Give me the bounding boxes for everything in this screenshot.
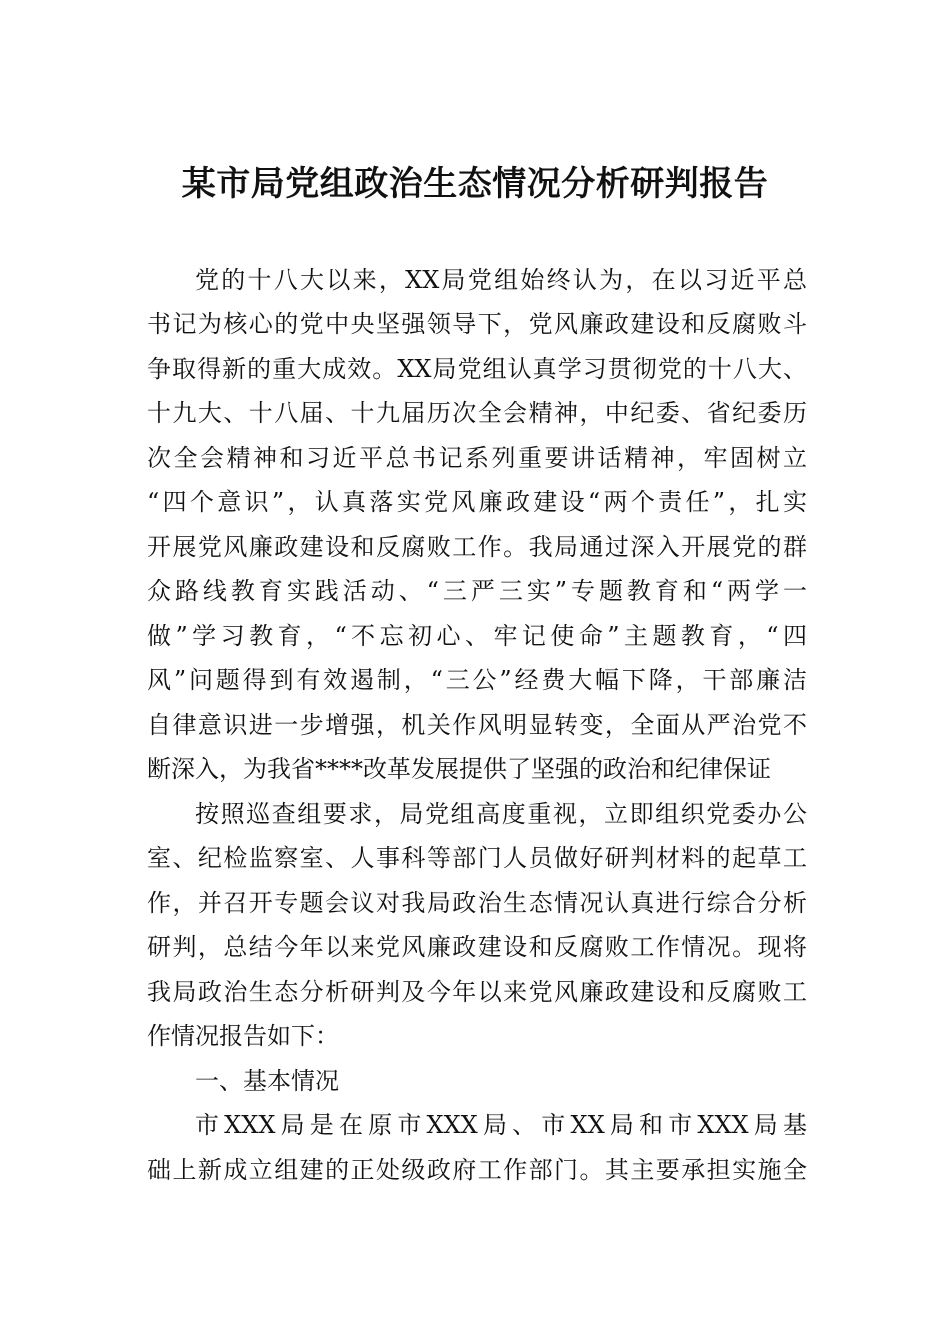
section-heading: 一、基本情况 xyxy=(195,1067,339,1095)
text-line: 我局政治生态分析研判及今年以来党风廉政建设和反腐败工 xyxy=(147,978,807,1006)
text-line: 研判，总结今年以来党风廉政建设和反腐败工作情况。现将 xyxy=(147,933,807,961)
text-line: 书记为核心的党中央坚强领导下，党风廉政建设和反腐败斗 xyxy=(147,310,807,338)
text-line: 自律意识进一步增强，机关作风明显转变，全面从严治党不 xyxy=(147,711,807,739)
text-line: 争取得新的重大成效。XX局党组认真学习贯彻党的十八大、 xyxy=(147,355,807,383)
text-line: 室、纪检监察室、人事科等部门人员做好研判材料的起草工 xyxy=(147,844,807,872)
text-line: “四个意识”，认真落实党风廉政建设“两个责任”，扎实 xyxy=(147,488,807,516)
text-line: 断深入，为我省****改革发展提供了坚强的政治和纪律保证 xyxy=(147,755,771,783)
text-line: 按照巡查组要求，局党组高度重视，立即组织党委办公 xyxy=(195,800,807,828)
text-line: 作，并召开专题会议对我局政治生态情况认真进行综合分析 xyxy=(147,889,807,917)
text-line: 作情况报告如下： xyxy=(147,1022,339,1050)
text-line: 十九大、十八届、十九届历次全会精神，中纪委、省纪委历 xyxy=(147,399,807,427)
text-line: 次全会精神和习近平总书记系列重要讲话精神，牢固树立 xyxy=(147,444,807,472)
text-line: 础上新成立组建的正处级政府工作部门。其主要承担实施全 xyxy=(147,1156,807,1184)
text-line: 众路线教育实践活动、“三严三实”专题教育和“两学一 xyxy=(147,577,807,605)
text-line: 风”问题得到有效遏制，“三公”经费大幅下降，干部廉洁 xyxy=(147,666,807,694)
text-line: 党的十八大以来，XX局党组始终认为，在以习近平总 xyxy=(195,266,807,294)
text-line: 市XXX局是在原市XXX局、市XX局和市XXX局基 xyxy=(195,1111,807,1139)
document-title: 某市局党组政治生态情况分析研判报告 xyxy=(181,164,769,204)
text-line: 开展党风廉政建设和反腐败工作。我局通过深入开展党的群 xyxy=(147,533,807,561)
text-line: 做”学习教育，“不忘初心、牢记使命”主题教育，“四 xyxy=(147,622,807,650)
